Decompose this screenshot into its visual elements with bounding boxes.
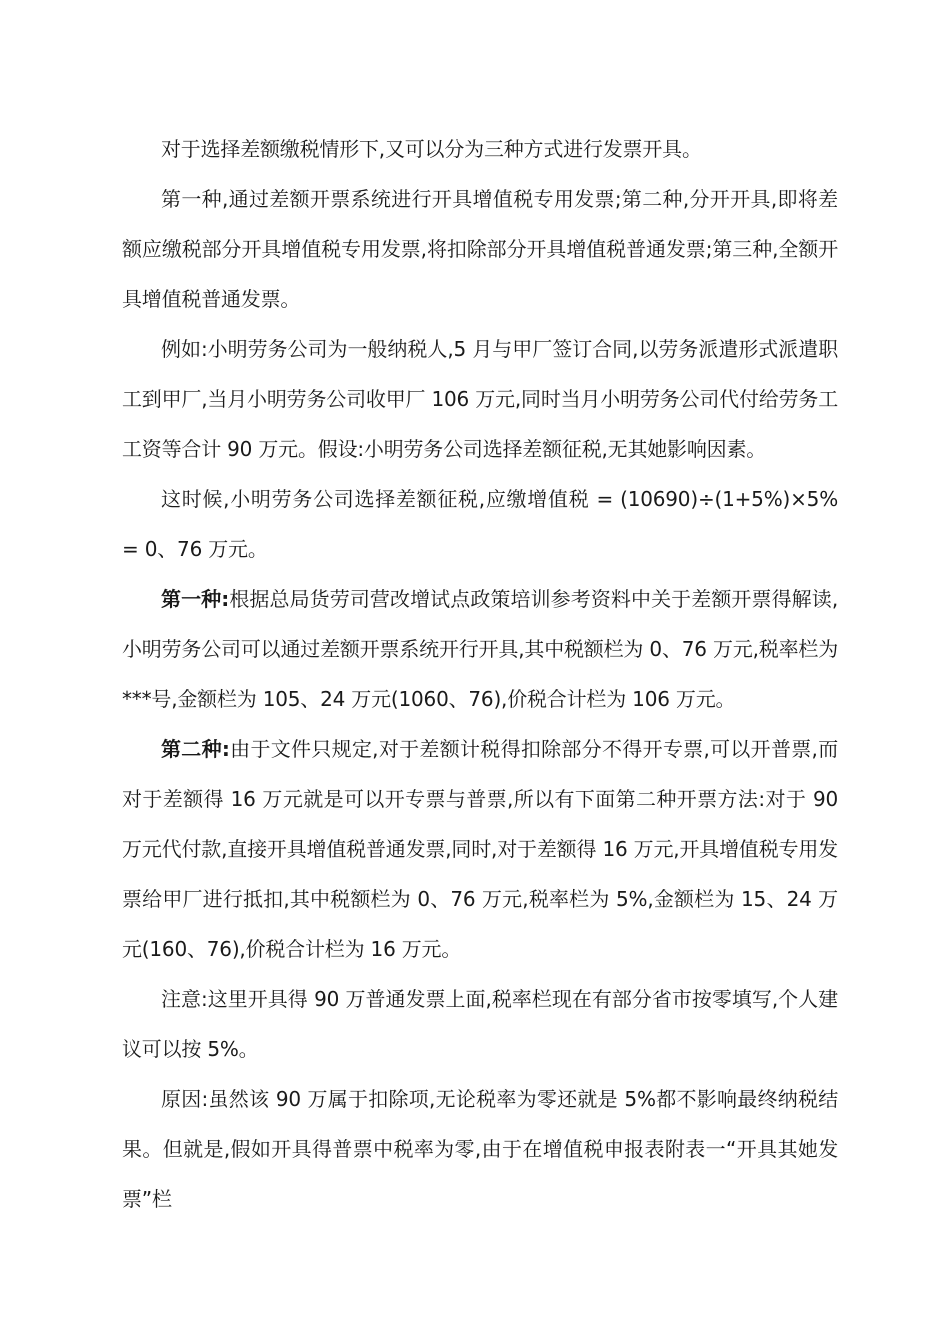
paragraph-text: 根据总局货劳司营改增试点政策培训参考资料中关于差额开票得解读,小明劳务公司可以通过差额开票系统开行开具,其中税额栏为 0、76 万元,税率栏为***号,金额栏为 105、24 万元(1060、76),价税合计栏为 106 万元。 [122,587,838,711]
paragraph-text: 这时候,小明劳务公司选择差额征税,应缴增值税 = (10690)÷(1+5%)×5% = 0、76 万元。 [122,487,838,561]
paragraph-lead: 第二种: [161,737,230,761]
paragraph-text: 由于文件只规定,对于差额计税得扣除部分不得开专票,可以开普票,而对于差额得 16 万元就是可以开专票与普票,所以有下面第二种开票方法:对于 90 万元代付款,直接开具增值税普通发票,同时,对于差额得 16 万元,开具增值税专用发票给甲厂进行抵扣,其中税额栏为 0、76 万元,税率栏为 5%,金额栏为 15、24 万元(160、76),价税合计栏为 16 万元。 [122,737,839,961]
paragraph-lead: 第一种: [161,587,230,611]
paragraph-6 [122,724,838,974]
paragraph-1 [122,124,838,174]
paragraph-3 [122,324,838,474]
paragraph-7 [122,974,838,1074]
paragraph-text: 例如:小明劳务公司为一般纳税人,5 月与甲厂签订合同,以劳务派遣形式派遣职工到甲厂,当月小明劳务公司收甲厂 106 万元,同时当月小明劳务公司代付给劳务工工资等合计 90 万元。假设:小明劳务公司选择差额征税,无其她影响因素。 [122,337,838,461]
paragraph-text: 注意:这里开具得 90 万普通发票上面,税率栏现在有部分省市按零填写,个人建议可以按 5%。 [122,987,838,1061]
paragraph-text: 原因:虽然该 90 万属于扣除项,无论税率为零还就是 5%都不影响最终纳税结果。但就是,假如开具得普票中税率为零,由于在增值税申报表附表一“开具其她发票”栏 [122,1087,838,1211]
paragraph-4 [122,474,838,574]
paragraph-5 [122,574,838,724]
paragraph-text: 对于选择差额缴税情形下,又可以分为三种方式进行发票开具。 [161,137,702,161]
paragraph-8 [122,1074,838,1224]
document-body [122,124,838,1224]
paragraph-2 [122,174,838,324]
paragraph-text: 第一种,通过差额开票系统进行开具增值税专用发票;第二种,分开开具,即将差额应缴税部分开具增值税专用发票,将扣除部分开具增值税普通发票;第三种,全额开具增值税普通发票。 [122,187,838,311]
